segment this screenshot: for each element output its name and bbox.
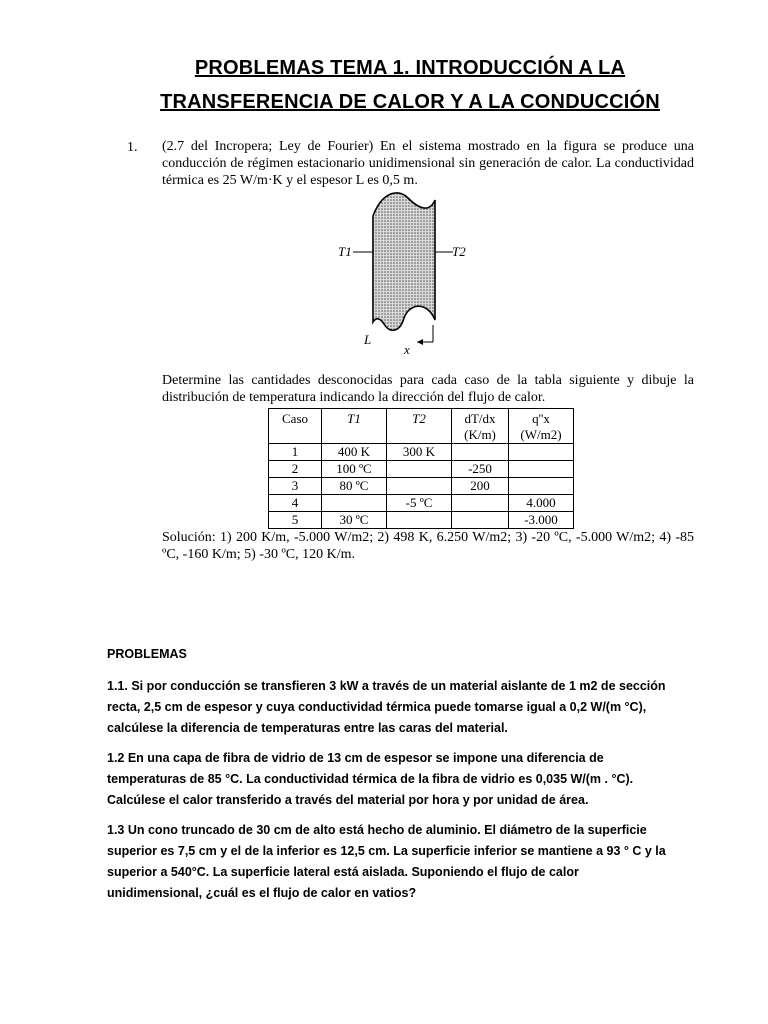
table-cell: 200 [452,478,509,495]
page-title-line-1: PROBLEMAS TEMA 1. INTRODUCCIÓN A LA [194,57,626,79]
problem-number: 1. [127,140,138,155]
data-table [268,408,574,529]
table-cell [322,495,387,512]
problem-1-1: 1.1. Si por conducción se transfieren 3 kW a través de un material aislante de 1 m2 de sección recta, 2,5 cm de espesor y cuya conductividad térmica puede tomarse igual a 0,2 W/(m °C), calcúlese la diferencia de temperaturas entre las caras del material. [107,679,666,735]
table-row [269,478,574,495]
problem-instruction: Determine las cantidades desconocidas para cada caso de la tabla siguiente y dibuje la distribución de temperatura indicando la dirección del flujo de calor. [162,373,694,405]
table-cell: 1 [269,444,322,461]
wall-shape [373,193,435,330]
problems-header: PROBLEMAS [107,647,187,661]
table-header-row [269,409,574,444]
table-cell [452,495,509,512]
header-caso: Caso [269,409,322,444]
table-cell: 3 [269,478,322,495]
t2-label: T2 [452,244,466,259]
problem-1-2: 1.2 En una capa de fibra de vidrio de 13 cm de espesor se impone una diferencia de temperaturas de 85 °C. La conductividad térmica de la fibra de vidrio es 0,035 W/(m . °C). Calcúlese el calor transferido a través del material por hora y por unidad de área. [107,751,634,807]
table-cell [452,512,509,529]
solution-text: Solución: 1) 200 K/m, -5.000 W/m2; 2) 498 K, 6.250 W/m2; 3) -20 ºC, -5.000 W/m2; 4) -85 ºC, -160 K/m; 5) -30 ºC, 120 K/m. [162,530,694,562]
t1-label: T1 [338,244,352,259]
table-cell [387,461,452,478]
table-cell: 400 K [322,444,387,461]
page-title-line-2: TRANSFERENCIA DE CALOR Y A LA CONDUCCIÓN [160,91,660,113]
problem-statement: (2.7 del Incropera; Ley de Fourier) En el sistema mostrado en la figura se produce una conducción de régimen estacionario unidimensional sin generación de calor. La conductividad térmica es 25 W/m·K y el espesor L es 0,5 m. [162,139,694,188]
header-t2: T2 [387,409,452,444]
table-cell: 2 [269,461,322,478]
table-cell [387,478,452,495]
table-row [269,444,574,461]
table-cell: 30 ºC [322,512,387,529]
table-cell: 4 [269,495,322,512]
table-cell: 300 K [387,444,452,461]
table-cell [509,461,574,478]
table-cell [509,444,574,461]
table-cell: -250 [452,461,509,478]
table-row [269,495,574,512]
table-cell [452,444,509,461]
table-cell: 80 ºC [322,478,387,495]
table-cell: 100 ºC [322,461,387,478]
header-dtdx: dT/dx (K/m) [452,409,509,444]
table-cell [387,512,452,529]
table-cell: -3.000 [509,512,574,529]
header-t1: T1 [322,409,387,444]
table-cell: -5 ºC [387,495,452,512]
wall-figure [330,190,480,360]
table-cell [509,478,574,495]
l-label: L [364,332,372,347]
problem-1-3: 1.3 Un cono truncado de 30 cm de alto está hecho de aluminio. El diámetro de la superficie superior es 7,5 cm y el de la inferior es 12,5 cm. La superficie inferior se mantiene a 93 ° C y la superior a 540°C. La superficie lateral está aislada. Suponiendo el flujo de calor unidimensional, ¿cuál es el flujo de calor en vatios? [107,823,666,900]
table-cell: 5 [269,512,322,529]
table-row [269,512,574,529]
header-qx: q''x (W/m2) [509,409,574,444]
table-row [269,461,574,478]
x-label: x [404,342,410,357]
table-cell: 4.000 [509,495,574,512]
